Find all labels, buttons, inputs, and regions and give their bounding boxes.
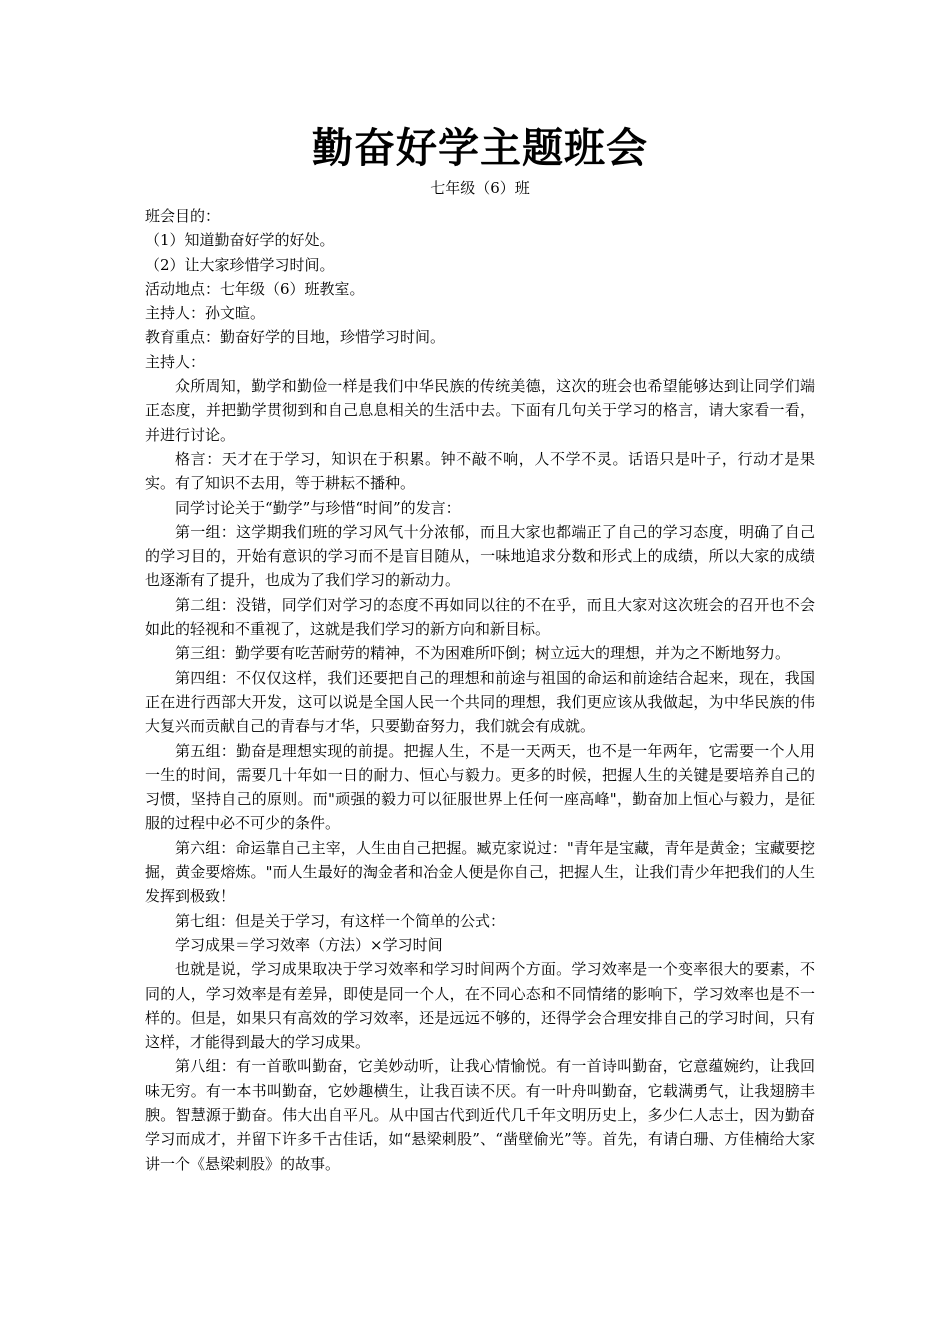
intro-line-goal-1: （1）知道勤奋好学的好处。: [145, 231, 335, 250]
paragraph-discussion-intro: 同学讨论关于“勤学”与珍惜“时间”的发言：: [175, 498, 461, 517]
paragraph-group-6: 第六组：命运靠自己主宰，人生由自己把握。臧克家说过："青年是宝藏，青年是黄金；宝藏要挖掘，黄金要熔炼。"而人生最好的淘金者和冶金人便是你自己，把握人生，让我们青少年把我们的人生发挥到极致！: [145, 838, 815, 906]
intro-line-host-speech: 主持人：: [145, 352, 206, 371]
intro-line-location: 活动地点：七年级（6）班教室。: [145, 279, 365, 298]
intro-line-focus: 教育重点：勤奋好学的目地，珍惜学习时间。: [145, 328, 446, 347]
document-page: [145, 118, 815, 1176]
intro-line-goal-2: （2）让大家珍惜学习时间。: [145, 255, 335, 274]
paragraph-group-4: 第四组：不仅仅这样，我们还要把自己的理想和前途与祖国的命运和前途结合起来，现在，我国正在进行西部大开发，这可以说是全国人民一个共同的理想，我们更应该从我做起，为中华民族的伟大复兴而贡献自己的青春与才华，只要勤奋努力，我们就会有成就。: [145, 668, 815, 736]
paragraph-maxims: 格言：天才在于学习，知识在于积累。钟不敲不响，人不学不灵。话语只是叶子，行动才是果实。有了知识不去用，等于耕耘不播种。: [145, 449, 815, 493]
document-title: 勤奋好学主题班会: [312, 124, 648, 172]
intro-line-host: 主持人：孙文暄。: [145, 304, 266, 323]
paragraph-group-1: 第一组：这学期我们班的学习风气十分浓郁，而且大家也都端正了自己的学习态度，明确了自己的学习目的，开始有意识的学习而不是盲目随从，一味地追求分数和形式上的成绩，所以大家的成绩也逐渐有了提升，也成为了我们学习的新动力。: [145, 522, 815, 590]
paragraph-opening: 众所周知，勤学和勤俭一样是我们中华民族的传统美德，这次的班会也希望能够达到让同学们端正态度，并把勤学贯彻到和自己息息相关的生活中去。下面有几句关于学习的格言，请大家看一看，并进行讨论。: [145, 377, 815, 444]
paragraph-group-2: 第二组：没错，同学们对学习的态度不再如同以往的不在乎，而且大家对这次班会的召开也不会如此的轻视和不重视了，这就是我们学习的新方向和新目标。: [145, 595, 815, 639]
paragraph-group-5: 第五组：勤奋是理想实现的前提。把握人生，不是一天两天，也不是一年两年，它需要一个人用一生的时间，需要几十年如一日的耐力、恒心与毅力。更多的时候，把握人生的关键是要培养自己的习惯，坚持自己的原则。而"顽强的毅力可以征服世界上任何一座高峰"，勤奋加上恒心与毅力，是征服的过程中必不可少的条件。: [145, 741, 815, 833]
document-subtitle: 七年级（6）班: [430, 179, 530, 197]
paragraph-group-8: 第八组：有一首歌叫勤奋，它美妙动听，让我心情愉悦。有一首诗叫勤奋，它意蕴婉约，让我回味无穷。有一本书叫勤奋，它妙趣横生，让我百读不厌。有一叶舟叫勤奋，它载满勇气，让我翅膀丰腴。智慧源于勤奋。伟大出自平凡。从中国古代到近代几千年文明历史上，多少仁人志士，因为勤奋学习而成才，并留下许多千古佳话，如“悬梁刺股”、“凿壁偷光”等。首先，有请白珊、方佳楠给大家讲一个《悬梁刺股》的故事。: [145, 1057, 815, 1173]
paragraph-group-3: 第三组：勤学要有吃苦耐劳的精神，不为困难所吓倒；树立远大的理想，并为之不断地努力。: [175, 644, 791, 663]
paragraph-explanation: 也就是说，学习成果取决于学习效率和学习时间两个方面。学习效率是一个变率很大的要素，不同的人，学习效率是有差异，即使是同一个人，在不同心态和不同情绪的影响下，学习效率也是不一样的。但是，如果只有高效的学习效率，还是远远不够的，还得学会合理安排自己的学习时间，只有这样，才能得到最大的学习成果。: [145, 960, 815, 1052]
intro-line-purpose: 班会目的：: [145, 207, 221, 225]
formula-line: 学习成果＝学习效率（方法）×学习时间: [175, 935, 443, 954]
paragraph-group-7: 第七组：但是关于学习，有这样一个简单的公式：: [175, 911, 506, 930]
